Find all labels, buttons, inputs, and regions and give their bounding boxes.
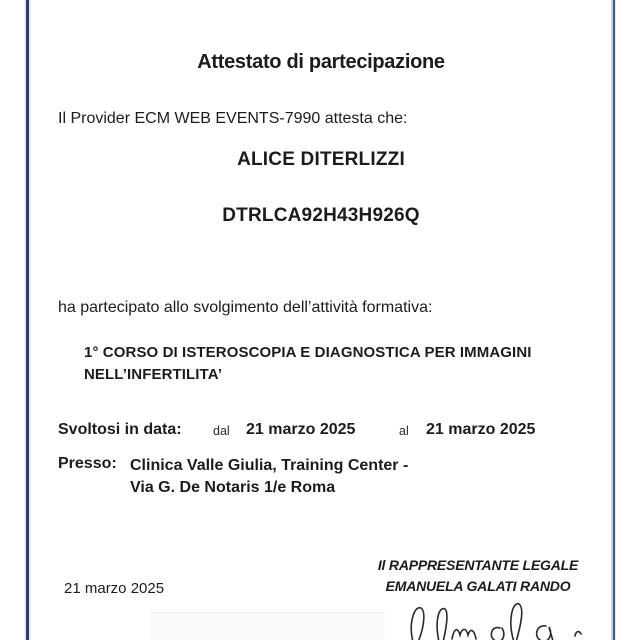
date-to-value: 21 marzo 2025 [426, 421, 536, 438]
venue-address-line-2: Via G. De Notaris 1/e Roma [130, 479, 336, 496]
course-dates-row [0, 421, 640, 441]
participant-name: ALICE DITERLIZZI [237, 149, 405, 170]
dates-label: Svoltosi in data: [58, 421, 182, 438]
date-from-value: 21 marzo 2025 [246, 421, 356, 438]
venue-row [58, 455, 558, 499]
participation-statement: ha partecipato allo svolgimento dell’attività formativa: [58, 299, 433, 316]
certificate-title: Attestato di partecipazione [197, 51, 445, 73]
provider-statement: Il Provider ECM WEB EVENTS-7990 attesta che: [58, 110, 408, 127]
signatory-role: Il RAPPRESENTANTE LEGALE [377, 557, 579, 573]
venue-address [130, 455, 408, 499]
date-to-label: al [399, 424, 409, 438]
venue-label: Presso: [58, 455, 117, 472]
stamp-area [150, 612, 385, 640]
signatory-name: EMANUELA GALATI RANDO [385, 578, 571, 594]
certificate-border-right [613, 0, 615, 640]
date-from-label: dal [213, 424, 230, 438]
signatory-block [368, 555, 588, 597]
participant-fiscal-code: DTRLCA92H43H926Q [222, 205, 420, 226]
course-title [84, 342, 554, 386]
venue-address-line-1: Clinica Valle Giulia, Training Center - [130, 457, 409, 474]
signature-image [395, 598, 595, 640]
certificate-border-left [26, 0, 29, 640]
course-title-line-1: 1° CORSO DI ISTEROSCOPIA E DIAGNOSTICA PER IMMAGINI [84, 344, 532, 361]
course-title-line-2: NELL’INFERTILITA’ [84, 366, 223, 383]
issue-date: 21 marzo 2025 [64, 580, 165, 597]
